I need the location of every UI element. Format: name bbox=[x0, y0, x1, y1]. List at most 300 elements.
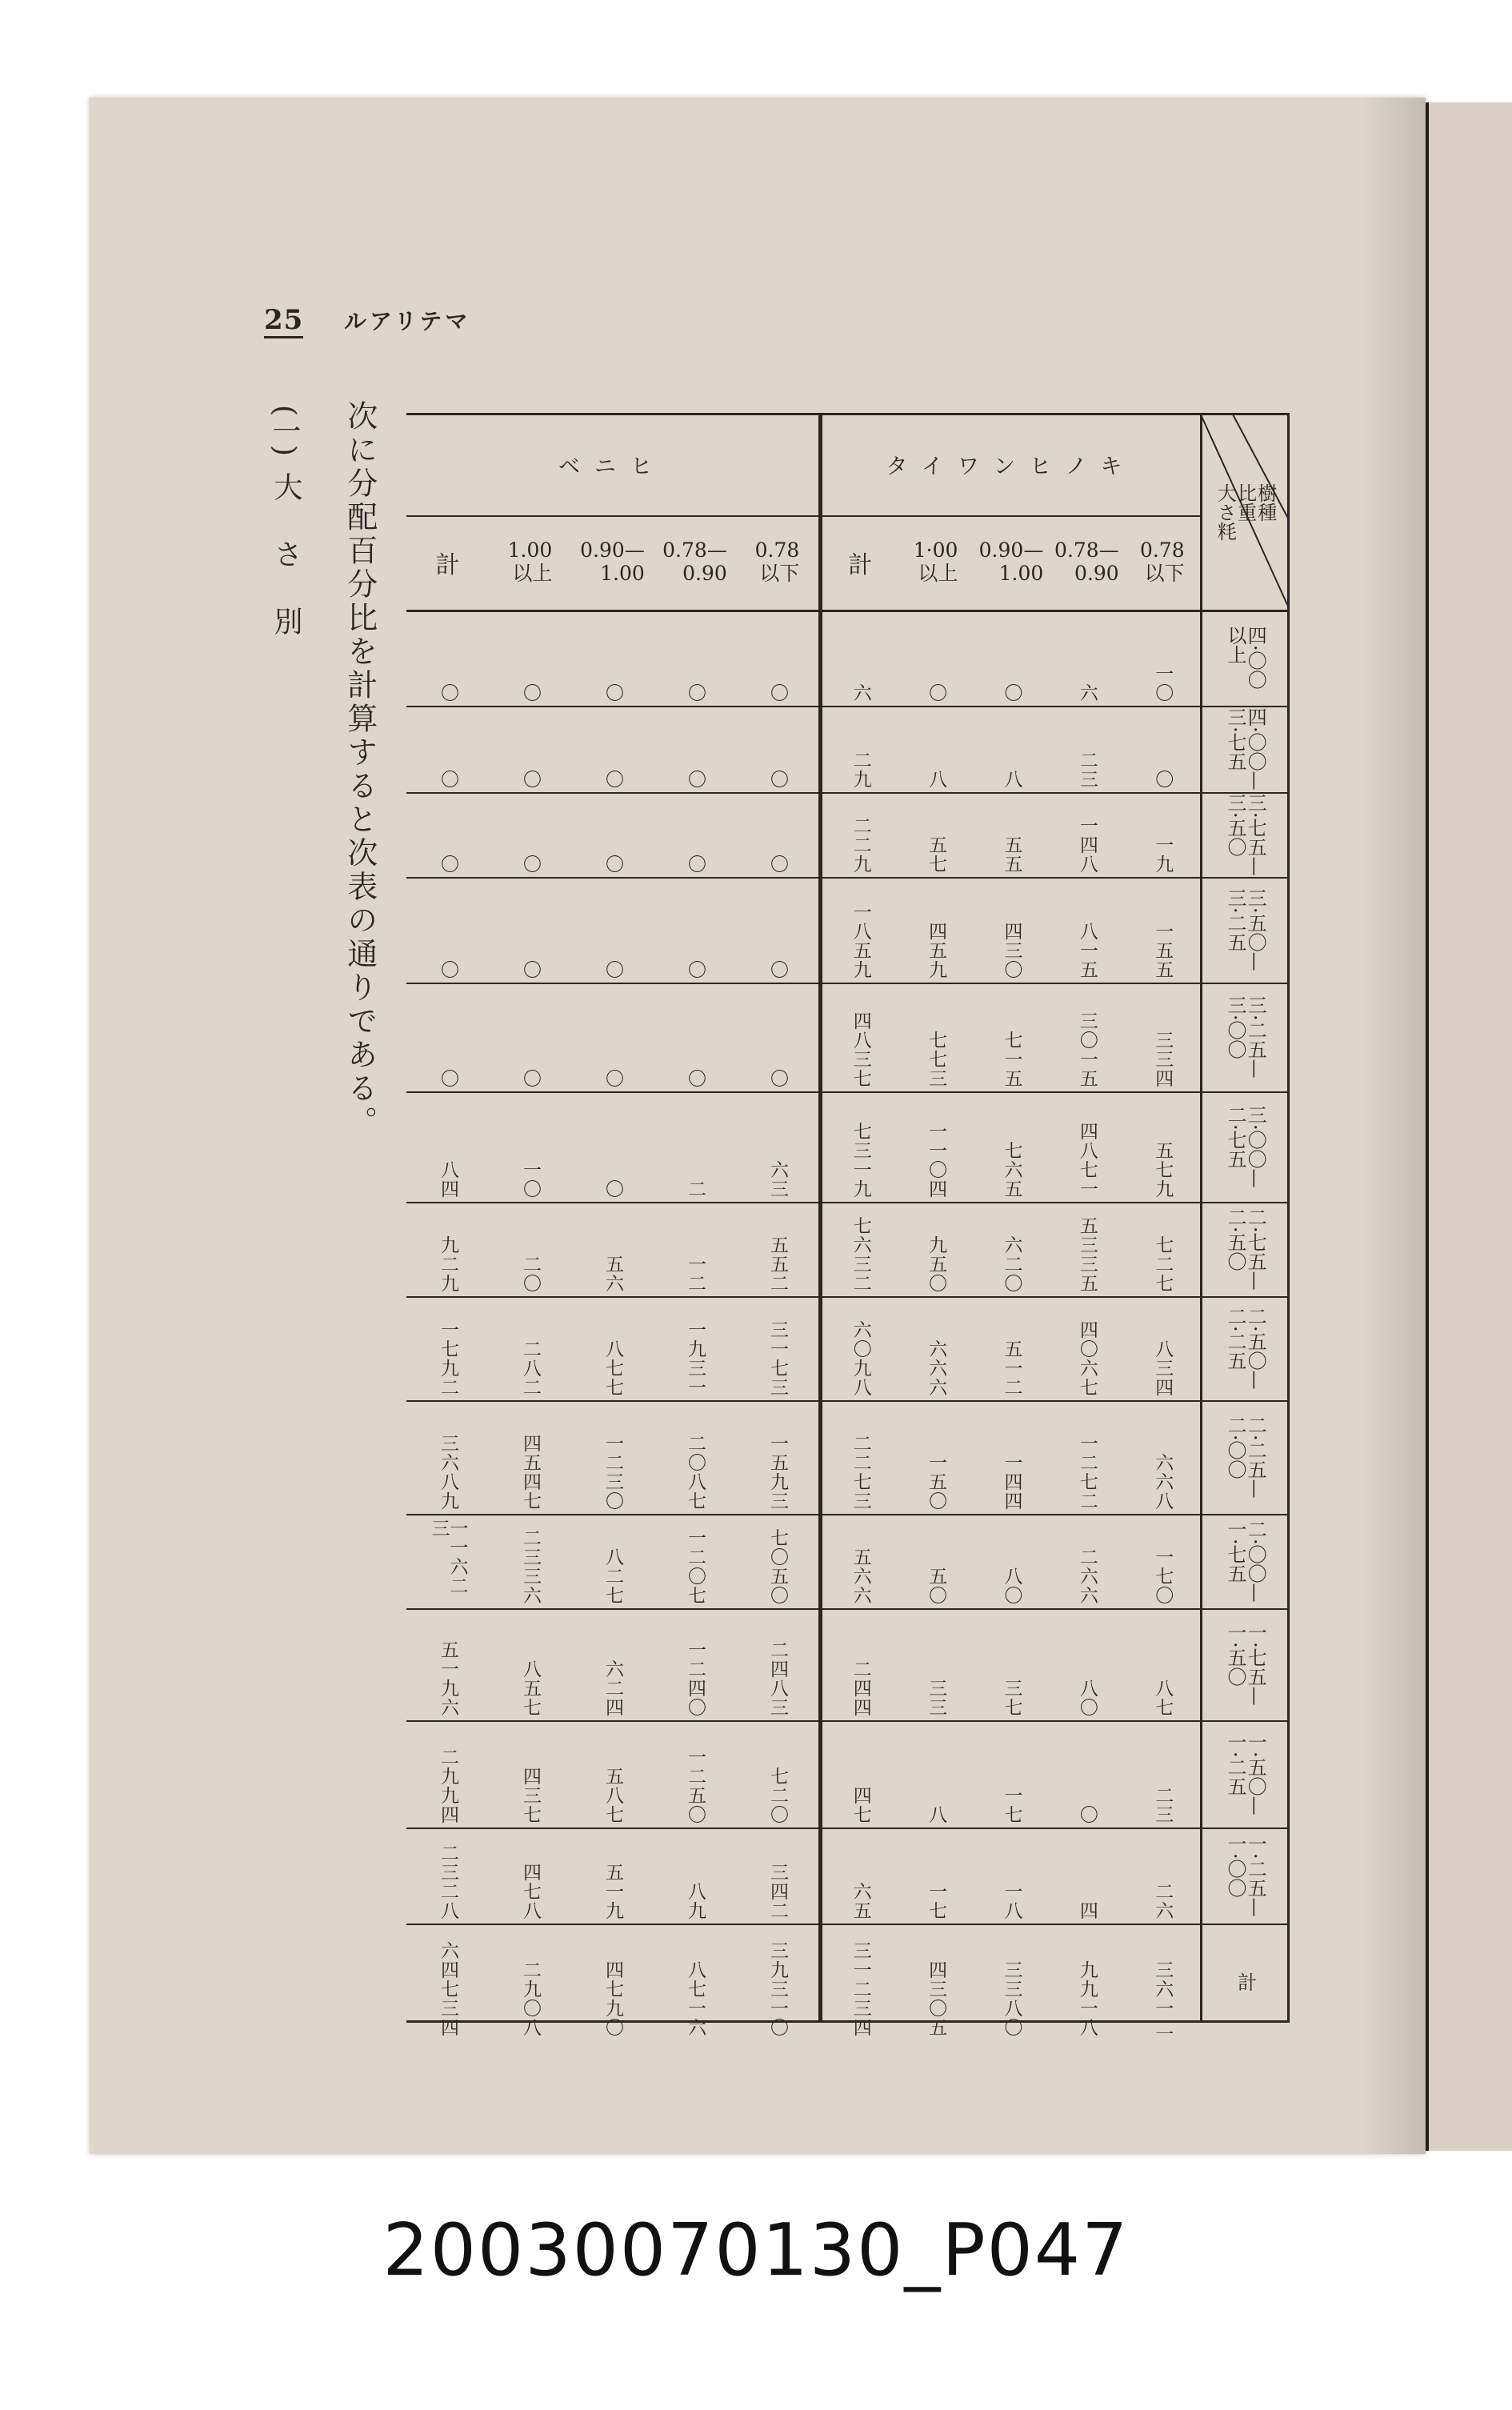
group-header-1 bbox=[406, 413, 818, 515]
subheader-0-3-text: 0.78— 0.90 bbox=[1054, 538, 1119, 585]
cell-benihi-6-1-text: 二〇 bbox=[520, 1255, 541, 1293]
cell-hinoki-1-3 bbox=[1049, 711, 1124, 789]
cell-hinoki-0-0 bbox=[822, 615, 898, 703]
corner-diagonal-0 bbox=[1200, 413, 1290, 610]
cell-benihi-4-2-text: 〇 bbox=[602, 1069, 623, 1088]
facing-page-edge bbox=[1426, 102, 1512, 2151]
cell-hinoki-9-2 bbox=[974, 1519, 1049, 1605]
cell-hinoki-2-3 bbox=[1049, 797, 1124, 874]
cell-hinoki-13-3 bbox=[1049, 1928, 1124, 2037]
cell-hinoki-9-4 bbox=[1125, 1519, 1200, 1605]
cell-benihi-2-0-text: 〇 bbox=[438, 855, 458, 874]
group-header-0-text: タイワンヒノキ bbox=[886, 454, 1137, 479]
cell-benihi-2-4-text: 〇 bbox=[767, 855, 788, 874]
cell-benihi-2-3 bbox=[654, 797, 736, 874]
cell-benihi-13-4-text: 三九三一〇 bbox=[767, 1941, 788, 2037]
cell-benihi-7-2 bbox=[571, 1301, 654, 1397]
cell-benihi-11-0-text: 二九九四 bbox=[438, 1747, 458, 1824]
cell-benihi-6-3-text: 一二 bbox=[685, 1255, 706, 1293]
cell-benihi-2-2-text: 〇 bbox=[602, 855, 623, 874]
cell-hinoki-11-4 bbox=[1125, 1725, 1200, 1824]
cell-benihi-13-1-text: 二九〇八 bbox=[520, 1960, 541, 2037]
cell-benihi-7-0-text: 一七九二 bbox=[438, 1320, 458, 1397]
cell-benihi-9-1-text: 二三三六 bbox=[520, 1528, 541, 1605]
cell-benihi-2-2 bbox=[571, 797, 654, 874]
cell-benihi-0-0 bbox=[406, 615, 489, 703]
cell-hinoki-7-1-text: 六六六 bbox=[926, 1339, 947, 1397]
cell-benihi-8-2 bbox=[571, 1405, 654, 1511]
row-size-8-text: 二·二五— 二·〇〇 bbox=[1224, 1415, 1267, 1499]
cell-benihi-11-2 bbox=[571, 1725, 654, 1824]
corner-header-text: 樹種 比重 大さ粍 bbox=[1214, 483, 1277, 541]
cell-benihi-7-0 bbox=[406, 1301, 489, 1397]
cell-hinoki-9-1 bbox=[898, 1519, 973, 1605]
row-size-12-text: 一·二五— 一·〇〇 bbox=[1224, 1834, 1267, 1917]
cell-benihi-0-3-text: 〇 bbox=[685, 683, 706, 703]
cell-benihi-6-0-text: 九二九 bbox=[438, 1235, 458, 1293]
row-size-0-text: 四·〇〇 以上 bbox=[1224, 626, 1267, 690]
cell-benihi-11-2-text: 五八七 bbox=[602, 1767, 623, 1824]
cell-hinoki-12-0-text: 六五 bbox=[850, 1882, 871, 1920]
section-title: 大さ別 bbox=[270, 472, 302, 674]
subheader-1-1 bbox=[489, 515, 571, 610]
cell-benihi-6-0 bbox=[406, 1207, 489, 1293]
cell-benihi-12-2-text: 五一九 bbox=[602, 1863, 623, 1920]
cell-hinoki-13-0 bbox=[822, 1928, 898, 2037]
cell-benihi-11-1 bbox=[489, 1725, 571, 1824]
cell-benihi-8-0-text: 三六八九 bbox=[438, 1434, 458, 1511]
cell-hinoki-7-2 bbox=[974, 1301, 1049, 1397]
cell-benihi-4-4-text: 〇 bbox=[767, 1069, 788, 1088]
cell-hinoki-5-0-text: 七三一九 bbox=[850, 1122, 871, 1199]
cell-benihi-2-4 bbox=[736, 797, 818, 874]
subheader-0-4-text: 0.78 以下 bbox=[1139, 538, 1185, 585]
cell-benihi-10-1-text: 八五七 bbox=[520, 1659, 541, 1717]
cell-hinoki-5-1-text: 一一〇四 bbox=[926, 1122, 947, 1199]
cell-hinoki-10-4 bbox=[1125, 1613, 1200, 1717]
subheader-0-2 bbox=[974, 515, 1049, 610]
cell-hinoki-1-3-text: 二三 bbox=[1076, 751, 1098, 789]
cell-benihi-7-4 bbox=[736, 1301, 818, 1397]
cell-benihi-0-4 bbox=[736, 615, 818, 703]
cell-hinoki-3-3-text: 八一五 bbox=[1076, 922, 1098, 979]
subheader-1-4 bbox=[736, 515, 818, 610]
row-size-7-text: 二·五〇— 二·二五 bbox=[1224, 1307, 1267, 1390]
cell-hinoki-4-2 bbox=[974, 987, 1049, 1088]
cell-benihi-12-4 bbox=[736, 1832, 818, 1920]
cell-hinoki-9-3-text: 二六六 bbox=[1076, 1547, 1098, 1605]
cell-benihi-1-1 bbox=[489, 711, 571, 789]
row-size-0 bbox=[1203, 610, 1286, 706]
cell-hinoki-0-2 bbox=[974, 615, 1049, 703]
cell-benihi-3-3 bbox=[654, 882, 736, 979]
cell-benihi-5-0-text: 八四 bbox=[438, 1160, 458, 1199]
row-rule-10 bbox=[406, 1608, 1290, 1610]
row-size-6 bbox=[1203, 1202, 1286, 1296]
cell-hinoki-0-2-text: 〇 bbox=[1001, 683, 1022, 703]
cell-hinoki-7-4-text: 八三四 bbox=[1152, 1339, 1174, 1397]
cell-hinoki-10-0 bbox=[822, 1613, 898, 1717]
subheader-1-0 bbox=[406, 515, 489, 610]
cell-benihi-5-2-text: 〇 bbox=[602, 1179, 623, 1199]
cell-hinoki-12-3-text: 四 bbox=[1076, 1901, 1098, 1920]
cell-hinoki-6-0 bbox=[822, 1207, 898, 1293]
cell-hinoki-10-0-text: 二四四 bbox=[850, 1659, 871, 1717]
cell-hinoki-5-0 bbox=[822, 1096, 898, 1199]
cell-hinoki-12-1 bbox=[898, 1832, 973, 1920]
cell-hinoki-13-1 bbox=[898, 1928, 973, 2037]
corner-diagonal-1 bbox=[1232, 413, 1290, 521]
cell-hinoki-8-3 bbox=[1049, 1405, 1124, 1511]
cell-benihi-5-2 bbox=[571, 1096, 654, 1199]
cell-hinoki-9-4-text: 一七〇 bbox=[1152, 1547, 1174, 1605]
cell-benihi-10-3 bbox=[654, 1613, 736, 1717]
cell-benihi-8-4-text: 一五九三 bbox=[767, 1434, 788, 1511]
subheader-1-3 bbox=[654, 515, 736, 610]
cell-benihi-8-1-text: 四五四七 bbox=[520, 1434, 541, 1511]
subheader-1-2-text: 0.90— 1.00 bbox=[580, 538, 645, 585]
cell-hinoki-5-2-text: 七六五 bbox=[1001, 1141, 1022, 1199]
cell-hinoki-10-1 bbox=[898, 1613, 973, 1717]
cell-hinoki-2-2 bbox=[974, 797, 1049, 874]
cell-hinoki-3-3 bbox=[1049, 882, 1124, 979]
cell-hinoki-3-0-text: 一八五九 bbox=[850, 903, 871, 979]
cell-benihi-1-4 bbox=[736, 711, 818, 789]
cell-hinoki-3-0 bbox=[822, 882, 898, 979]
cell-hinoki-6-1-text: 九五〇 bbox=[926, 1235, 947, 1293]
cell-benihi-4-3-text: 〇 bbox=[685, 1069, 706, 1088]
cell-hinoki-2-2-text: 五五 bbox=[1001, 835, 1022, 874]
cell-benihi-2-3-text: 〇 bbox=[685, 855, 706, 874]
cell-hinoki-7-2-text: 五一二 bbox=[1001, 1339, 1022, 1397]
row-size-5-text: 三·〇〇— 二·七五 bbox=[1224, 1105, 1267, 1188]
cell-benihi-4-2 bbox=[571, 987, 654, 1088]
cell-benihi-8-1 bbox=[489, 1405, 571, 1511]
cell-hinoki-7-1 bbox=[898, 1301, 973, 1397]
group-header-0 bbox=[822, 413, 1200, 515]
cell-hinoki-0-1-text: 〇 bbox=[926, 683, 947, 703]
cell-hinoki-5-4 bbox=[1125, 1096, 1200, 1199]
cell-hinoki-0-4-text: 一〇 bbox=[1152, 664, 1174, 703]
cell-benihi-9-0 bbox=[406, 1519, 489, 1605]
cell-benihi-9-2-text: 八二七 bbox=[602, 1547, 623, 1605]
row-rule-4 bbox=[406, 983, 1290, 984]
intro-text: 次に分配百分比を計算すると次表の通りである。 bbox=[342, 400, 378, 1139]
cell-hinoki-1-2-text: 八 bbox=[1001, 770, 1022, 789]
cell-hinoki-1-4 bbox=[1125, 711, 1200, 789]
page-number: 25 bbox=[264, 304, 303, 338]
cell-benihi-10-4-text: 二四八三 bbox=[767, 1640, 788, 1717]
cell-hinoki-2-1 bbox=[898, 797, 973, 874]
cell-hinoki-5-2 bbox=[974, 1096, 1049, 1199]
cell-hinoki-0-1 bbox=[898, 615, 973, 703]
subheader-0-3 bbox=[1049, 515, 1124, 610]
row-size-8 bbox=[1203, 1400, 1286, 1514]
row-size-1-text: 四·〇〇— 三·七五 bbox=[1224, 707, 1267, 791]
cell-hinoki-12-1-text: 一七 bbox=[926, 1882, 947, 1920]
subheader-0-0 bbox=[822, 515, 898, 610]
cell-hinoki-3-1 bbox=[898, 882, 973, 979]
cell-benihi-1-1-text: 〇 bbox=[520, 770, 541, 789]
cell-hinoki-6-2 bbox=[974, 1207, 1049, 1293]
row-size-1 bbox=[1203, 706, 1286, 792]
cell-hinoki-3-2 bbox=[974, 882, 1049, 979]
cell-hinoki-11-2-text: 一七 bbox=[1001, 1786, 1022, 1824]
cell-hinoki-12-2-text: 一八 bbox=[1001, 1882, 1022, 1920]
cell-benihi-1-4-text: 〇 bbox=[767, 770, 788, 789]
cell-benihi-3-0 bbox=[406, 882, 489, 979]
cell-benihi-5-3-text: 二 bbox=[685, 1179, 706, 1199]
row-rule-13 bbox=[406, 1924, 1290, 1925]
cell-benihi-7-4-text: 三一七三 bbox=[767, 1320, 788, 1397]
cell-benihi-9-2 bbox=[571, 1519, 654, 1605]
cell-hinoki-5-3 bbox=[1049, 1096, 1124, 1199]
cell-hinoki-9-2-text: 八〇 bbox=[1001, 1567, 1022, 1605]
cell-benihi-13-3-text: 八七一六 bbox=[685, 1960, 706, 2037]
cell-hinoki-10-2-text: 三七 bbox=[1001, 1679, 1022, 1717]
cell-hinoki-12-0 bbox=[822, 1832, 898, 1920]
cell-hinoki-8-0 bbox=[822, 1405, 898, 1511]
subheader-0-2-text: 0.90— 1.00 bbox=[978, 538, 1044, 585]
cell-hinoki-9-3 bbox=[1049, 1519, 1124, 1605]
row-size-9-text: 二·〇〇— 一·七五 bbox=[1224, 1519, 1267, 1603]
cell-hinoki-11-3-text: 〇 bbox=[1076, 1805, 1098, 1824]
cell-hinoki-8-0-text: 二二七三 bbox=[850, 1434, 871, 1511]
cell-hinoki-4-1 bbox=[898, 987, 973, 1088]
cell-hinoki-9-0-text: 五六六 bbox=[850, 1547, 871, 1605]
cell-benihi-9-4-text: 七〇五〇 bbox=[767, 1528, 788, 1605]
cell-benihi-13-0-text: 六四七三四 bbox=[438, 1941, 458, 2037]
cell-benihi-9-3 bbox=[654, 1519, 736, 1605]
cell-hinoki-7-0 bbox=[822, 1301, 898, 1397]
cell-hinoki-12-4-text: 二六 bbox=[1152, 1882, 1174, 1920]
cell-hinoki-13-4 bbox=[1125, 1928, 1200, 2037]
cell-benihi-13-2-text: 四七九〇 bbox=[602, 1960, 623, 2037]
cell-hinoki-2-0-text: 二二九 bbox=[850, 816, 871, 874]
cell-benihi-12-0-text: 二三二八 bbox=[438, 1844, 458, 1920]
cell-hinoki-1-2 bbox=[974, 711, 1049, 789]
cell-benihi-4-1 bbox=[489, 987, 571, 1088]
cell-benihi-10-0-text: 五一九六 bbox=[438, 1640, 458, 1717]
cell-benihi-11-4 bbox=[736, 1725, 818, 1824]
cell-hinoki-6-1 bbox=[898, 1207, 973, 1293]
cell-benihi-0-0-text: 〇 bbox=[438, 683, 458, 703]
row-size-4-text: 三·二五— 三·〇〇 bbox=[1224, 995, 1267, 1079]
row-rule-5 bbox=[406, 1091, 1290, 1093]
cell-hinoki-6-3 bbox=[1049, 1207, 1124, 1293]
cell-hinoki-9-1-text: 五〇 bbox=[926, 1567, 947, 1605]
corner-diagonals bbox=[1200, 413, 1290, 610]
row-size-3 bbox=[1203, 877, 1286, 983]
cell-benihi-5-3 bbox=[654, 1096, 736, 1199]
row-rule-7 bbox=[406, 1296, 1290, 1298]
cell-hinoki-4-0-text: 四八三七 bbox=[850, 1011, 871, 1088]
cell-hinoki-4-0 bbox=[822, 987, 898, 1088]
row-size-9 bbox=[1203, 1514, 1286, 1608]
cell-benihi-1-3 bbox=[654, 711, 736, 789]
cell-hinoki-2-1-text: 五七 bbox=[926, 835, 947, 874]
row-size-6-text: 二·七五— 二·五〇 bbox=[1224, 1207, 1267, 1291]
cell-hinoki-11-3 bbox=[1049, 1725, 1124, 1824]
cell-hinoki-10-3 bbox=[1049, 1613, 1124, 1717]
cell-benihi-12-4-text: 三四二 bbox=[767, 1863, 788, 1920]
cell-benihi-1-2 bbox=[571, 711, 654, 789]
cell-benihi-8-3 bbox=[654, 1405, 736, 1511]
row-rule-9 bbox=[406, 1514, 1290, 1515]
cell-benihi-11-4-text: 七二〇 bbox=[767, 1767, 788, 1824]
cell-hinoki-12-2 bbox=[974, 1832, 1049, 1920]
cell-benihi-7-2-text: 八七七 bbox=[602, 1339, 623, 1397]
cell-benihi-3-0-text: 〇 bbox=[438, 960, 458, 979]
cell-benihi-1-0 bbox=[406, 711, 489, 789]
cell-benihi-13-1 bbox=[489, 1928, 571, 2037]
row-size-11-text: 一·五〇— 一·二五 bbox=[1224, 1732, 1267, 1816]
cell-hinoki-13-1-text: 四三〇五 bbox=[926, 1960, 947, 2037]
subheader-0-1-text: 1·00 以上 bbox=[913, 538, 958, 585]
cell-benihi-3-3-text: 〇 bbox=[685, 960, 706, 979]
row-size-13 bbox=[1203, 1924, 1286, 2040]
cell-hinoki-6-3-text: 五三三五 bbox=[1076, 1216, 1098, 1293]
cell-hinoki-8-3-text: 一二七二 bbox=[1076, 1434, 1098, 1511]
cell-benihi-7-1 bbox=[489, 1301, 571, 1397]
cell-benihi-1-3-text: 〇 bbox=[685, 770, 706, 789]
cell-benihi-11-1-text: 四三七 bbox=[520, 1767, 541, 1824]
cell-hinoki-5-4-text: 五七九 bbox=[1152, 1141, 1174, 1199]
cell-benihi-0-4-text: 〇 bbox=[767, 683, 788, 703]
cell-benihi-2-0 bbox=[406, 797, 489, 874]
cell-hinoki-0-4 bbox=[1125, 615, 1200, 703]
cell-hinoki-1-1-text: 八 bbox=[926, 770, 947, 789]
cell-hinoki-3-4-text: 一五五 bbox=[1152, 922, 1174, 979]
cell-hinoki-11-4-text: 二三 bbox=[1152, 1786, 1174, 1824]
cell-benihi-13-0 bbox=[406, 1928, 489, 2037]
cell-benihi-9-3-text: 一二〇七 bbox=[685, 1528, 706, 1605]
subheader-1-2 bbox=[571, 515, 654, 610]
cell-benihi-0-1 bbox=[489, 615, 571, 703]
cell-benihi-6-1 bbox=[489, 1207, 571, 1293]
cell-benihi-10-4 bbox=[736, 1613, 818, 1717]
row-rule-8 bbox=[406, 1400, 1290, 1402]
cell-hinoki-6-2-text: 六二〇 bbox=[1001, 1235, 1022, 1293]
cell-hinoki-7-3-text: 四〇六七 bbox=[1076, 1320, 1098, 1397]
cell-benihi-10-2-text: 六二四 bbox=[602, 1659, 623, 1717]
cell-benihi-5-0 bbox=[406, 1096, 489, 1199]
cell-benihi-3-2 bbox=[571, 882, 654, 979]
cell-hinoki-11-1-text: 八 bbox=[926, 1805, 947, 1824]
cell-benihi-10-2 bbox=[571, 1613, 654, 1717]
cell-benihi-6-4 bbox=[736, 1207, 818, 1293]
cell-hinoki-11-0 bbox=[822, 1725, 898, 1824]
cell-hinoki-4-4 bbox=[1125, 987, 1200, 1088]
cell-benihi-6-2-text: 五六 bbox=[602, 1255, 623, 1293]
cell-benihi-3-1-text: 〇 bbox=[520, 960, 541, 979]
cell-benihi-6-3 bbox=[654, 1207, 736, 1293]
cell-benihi-4-1-text: 〇 bbox=[520, 1069, 541, 1088]
cell-hinoki-4-2-text: 七一五 bbox=[1001, 1031, 1022, 1088]
cell-hinoki-2-4 bbox=[1125, 797, 1200, 874]
cell-benihi-7-1-text: 二八二 bbox=[520, 1339, 541, 1397]
section-number: (一) bbox=[268, 405, 301, 457]
cell-benihi-3-2-text: 〇 bbox=[602, 960, 623, 979]
size-column-divider bbox=[1200, 413, 1202, 2023]
image-caption: 20030070130_P047 bbox=[382, 2208, 1130, 2292]
row-rule-11 bbox=[406, 1720, 1290, 1722]
cell-benihi-8-4 bbox=[736, 1405, 818, 1511]
cell-benihi-2-1-text: 〇 bbox=[520, 855, 541, 874]
row-size-2 bbox=[1203, 792, 1286, 877]
cell-hinoki-5-1 bbox=[898, 1096, 973, 1199]
cell-benihi-5-1 bbox=[489, 1096, 571, 1199]
cell-hinoki-8-2-text: 一四四 bbox=[1001, 1453, 1022, 1511]
row-size-12 bbox=[1203, 1828, 1286, 1924]
subheader-0-1 bbox=[898, 515, 973, 610]
subheader-1-4-text: 0.78 以下 bbox=[754, 538, 800, 585]
subheader-0-4 bbox=[1125, 515, 1200, 610]
running-title: ルアリテマ bbox=[344, 308, 471, 334]
cell-benihi-10-0 bbox=[406, 1613, 489, 1717]
cell-benihi-6-2 bbox=[571, 1207, 654, 1293]
cell-hinoki-8-2 bbox=[974, 1405, 1049, 1511]
subheader-1-0-text: 計 bbox=[435, 551, 460, 579]
cell-hinoki-9-0 bbox=[822, 1519, 898, 1605]
cell-hinoki-3-2-text: 四三〇 bbox=[1001, 922, 1022, 979]
cell-hinoki-3-4 bbox=[1125, 882, 1200, 979]
cell-benihi-3-1 bbox=[489, 882, 571, 979]
cell-hinoki-8-1-text: 一五〇 bbox=[926, 1453, 947, 1511]
cell-hinoki-8-1 bbox=[898, 1405, 973, 1511]
cell-hinoki-4-3-text: 三〇一五 bbox=[1076, 1011, 1098, 1088]
row-size-11 bbox=[1203, 1720, 1286, 1828]
group-header-1-text: ベニヒ bbox=[558, 454, 666, 479]
cell-hinoki-7-0-text: 六〇九八 bbox=[850, 1320, 871, 1397]
cell-hinoki-1-0-text: 二九 bbox=[850, 751, 871, 789]
cell-benihi-12-1-text: 四七八 bbox=[520, 1863, 541, 1920]
cell-hinoki-4-3 bbox=[1049, 987, 1124, 1088]
row-rule-1 bbox=[406, 706, 1290, 707]
cell-benihi-9-4 bbox=[736, 1519, 818, 1605]
cell-hinoki-11-0-text: 四七 bbox=[850, 1786, 871, 1824]
row-size-5 bbox=[1203, 1091, 1286, 1202]
cell-benihi-5-4-text: 六三 bbox=[767, 1160, 788, 1199]
cell-hinoki-0-3 bbox=[1049, 615, 1124, 703]
cell-benihi-5-4 bbox=[736, 1096, 818, 1199]
row-size-3-text: 三·五〇— 三·二五 bbox=[1224, 888, 1267, 971]
cell-hinoki-10-2 bbox=[974, 1613, 1049, 1717]
row-rule-2 bbox=[406, 792, 1290, 794]
size-distribution-table bbox=[406, 413, 1290, 2037]
cell-hinoki-10-4-text: 八七 bbox=[1152, 1679, 1174, 1717]
row-rule-12 bbox=[406, 1828, 1290, 1829]
cell-benihi-11-0 bbox=[406, 1725, 489, 1824]
cell-hinoki-13-2-text: 三三八〇 bbox=[1001, 1960, 1022, 2037]
cell-hinoki-13-2 bbox=[974, 1928, 1049, 2037]
row-size-10 bbox=[1203, 1608, 1286, 1720]
cell-benihi-7-3-text: 一九三一 bbox=[685, 1320, 706, 1397]
cell-hinoki-10-3-text: 八〇 bbox=[1076, 1679, 1098, 1717]
cell-hinoki-10-1-text: 三三 bbox=[926, 1679, 947, 1717]
cell-hinoki-5-3-text: 四八七一 bbox=[1076, 1122, 1098, 1199]
row-size-4 bbox=[1203, 983, 1286, 1091]
cell-benihi-3-4 bbox=[736, 882, 818, 979]
cell-benihi-4-0 bbox=[406, 987, 489, 1088]
row-rule-6 bbox=[406, 1202, 1290, 1203]
cell-hinoki-1-0 bbox=[822, 711, 898, 789]
cell-benihi-4-0-text: 〇 bbox=[438, 1069, 458, 1088]
cell-hinoki-13-4-text: 三六一二 bbox=[1152, 1960, 1174, 2037]
cell-benihi-0-2 bbox=[571, 615, 654, 703]
subheader-1-3-text: 0.78— 0.90 bbox=[662, 538, 727, 585]
cell-benihi-4-4 bbox=[736, 987, 818, 1088]
